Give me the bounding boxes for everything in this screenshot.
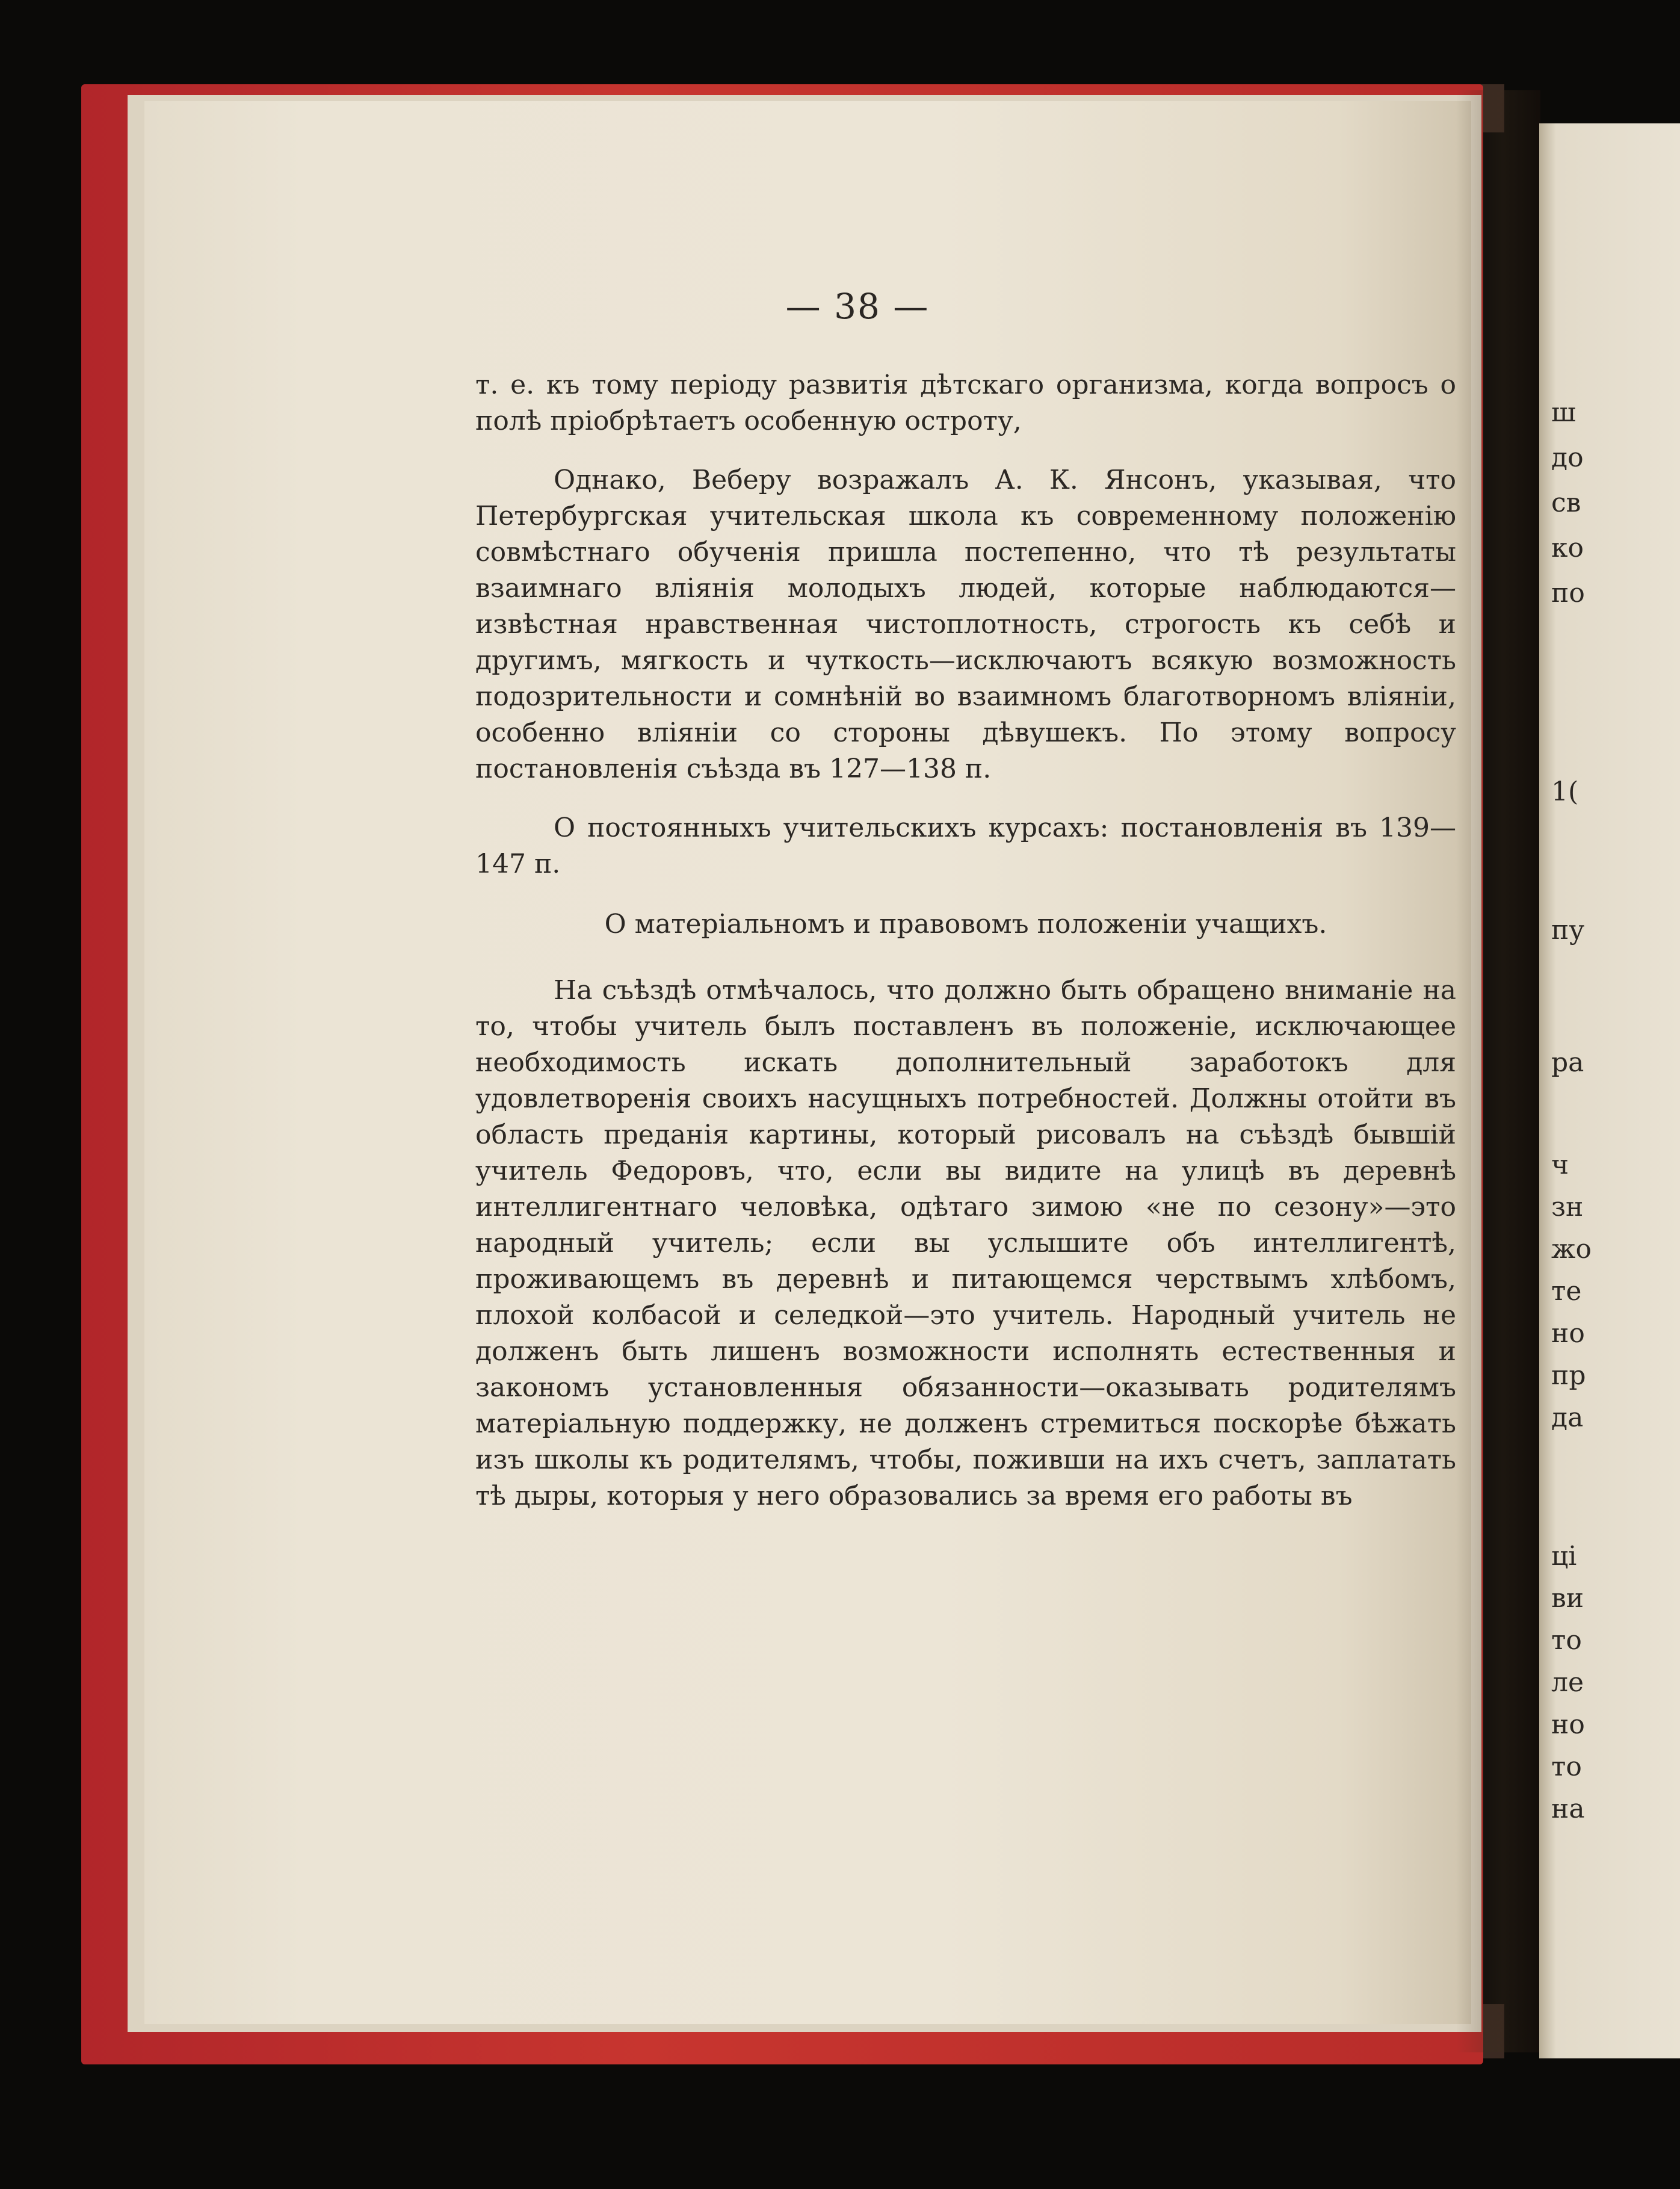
facing-line: св (1551, 488, 1581, 518)
section-heading: О матеріальномъ и правовомъ положеніи учащихъ. (604, 909, 1327, 940)
facing-line: ч (1551, 1150, 1569, 1180)
facing-line: но (1551, 1709, 1585, 1740)
facing-line: на (1551, 1794, 1585, 1824)
facing-line: ш (1551, 397, 1576, 428)
facing-line: но (1551, 1318, 1585, 1349)
facing-line: пу (1551, 915, 1585, 946)
paragraph-continuation: т. е. къ тому періоду развитія дѣтскаго организма, когда вопросъ о полѣ пріобрѣтаетъ особенную остроту, (475, 370, 1456, 436)
facing-line: то (1551, 1751, 1582, 1782)
facing-line: ле (1551, 1667, 1584, 1698)
facing-line: ра (1551, 1047, 1584, 1078)
page-body (475, 367, 1456, 1537)
page-number: — 38 — (785, 286, 930, 327)
facing-line: по (1551, 578, 1585, 608)
paragraph-teacher-position: На съѣздѣ отмѣчалось, что должно быть обращено вниманіе на то, чтобы учитель былъ поставленъ въ положеніе, исключающее необходимость искать дополнительный заработокъ для удовлетворенія своихъ насущныхъ потребностей. Должны отойти въ область преданія картины, который рисовалъ на съѣздѣ бывшій учитель Федоровъ, что, если вы видите на улицѣ въ деревнѣ интеллигентнаго человѣка, одѣтаго зимою «не по сезону»—это народный учитель; если вы услышите объ интеллигентѣ, проживающемъ въ деревнѣ и питающемся черствымъ хлѣбомъ, плохой колбасой и селедкой—это учитель. Народный учитель не долженъ быть лишенъ возможности исполнять естественныя и закономъ установленныя обязанности—оказывать родителямъ матеріальную поддержку, не долженъ стремиться поскорѣе бѣжать изъ школы къ родителямъ, чтобы, поживши на ихъ счетъ, заплатать тѣ дыры, которыя у него образовались за время его работы въ (475, 975, 1456, 1511)
facing-line: ви (1551, 1583, 1584, 1614)
paragraph-janson-reply: Однако, Веберу возражалъ А. К. Янсонъ, указывая, что Петербургская учительская школа къ современному положенію совмѣстнаго обученія пришла постепенно, что тѣ результаты взаимнаго вліянія молодыхъ людей, которые наблюдаются—извѣстная нравственная чистоплотность, строгость къ себѣ и другимъ, мягкость и чуткость—исключаютъ всякую возможность подозрительности и сомнѣній во взаимномъ благотворномъ вліяніи, особенно вліяніи со стороны дѣвушекъ. По этому вопросу постановленія съѣзда въ 127—138 п. (475, 465, 1456, 784)
facing-line: до (1551, 442, 1584, 473)
facing-line: ко (1551, 533, 1584, 563)
facing-line: то (1551, 1625, 1582, 1656)
facing-line: 1( (1551, 776, 1579, 807)
facing-line: ці (1551, 1541, 1577, 1571)
facing-line: пр (1551, 1360, 1586, 1391)
facing-line: жо (1551, 1234, 1592, 1265)
paragraph-permanent-courses: О постоянныхъ учительскихъ курсахъ: постановленія въ 139—147 п. (475, 813, 1456, 879)
facing-line: да (1551, 1402, 1584, 1433)
gutter-shadow (1456, 90, 1540, 2052)
facing-line: те (1551, 1276, 1582, 1307)
facing-line: зн (1551, 1192, 1584, 1222)
